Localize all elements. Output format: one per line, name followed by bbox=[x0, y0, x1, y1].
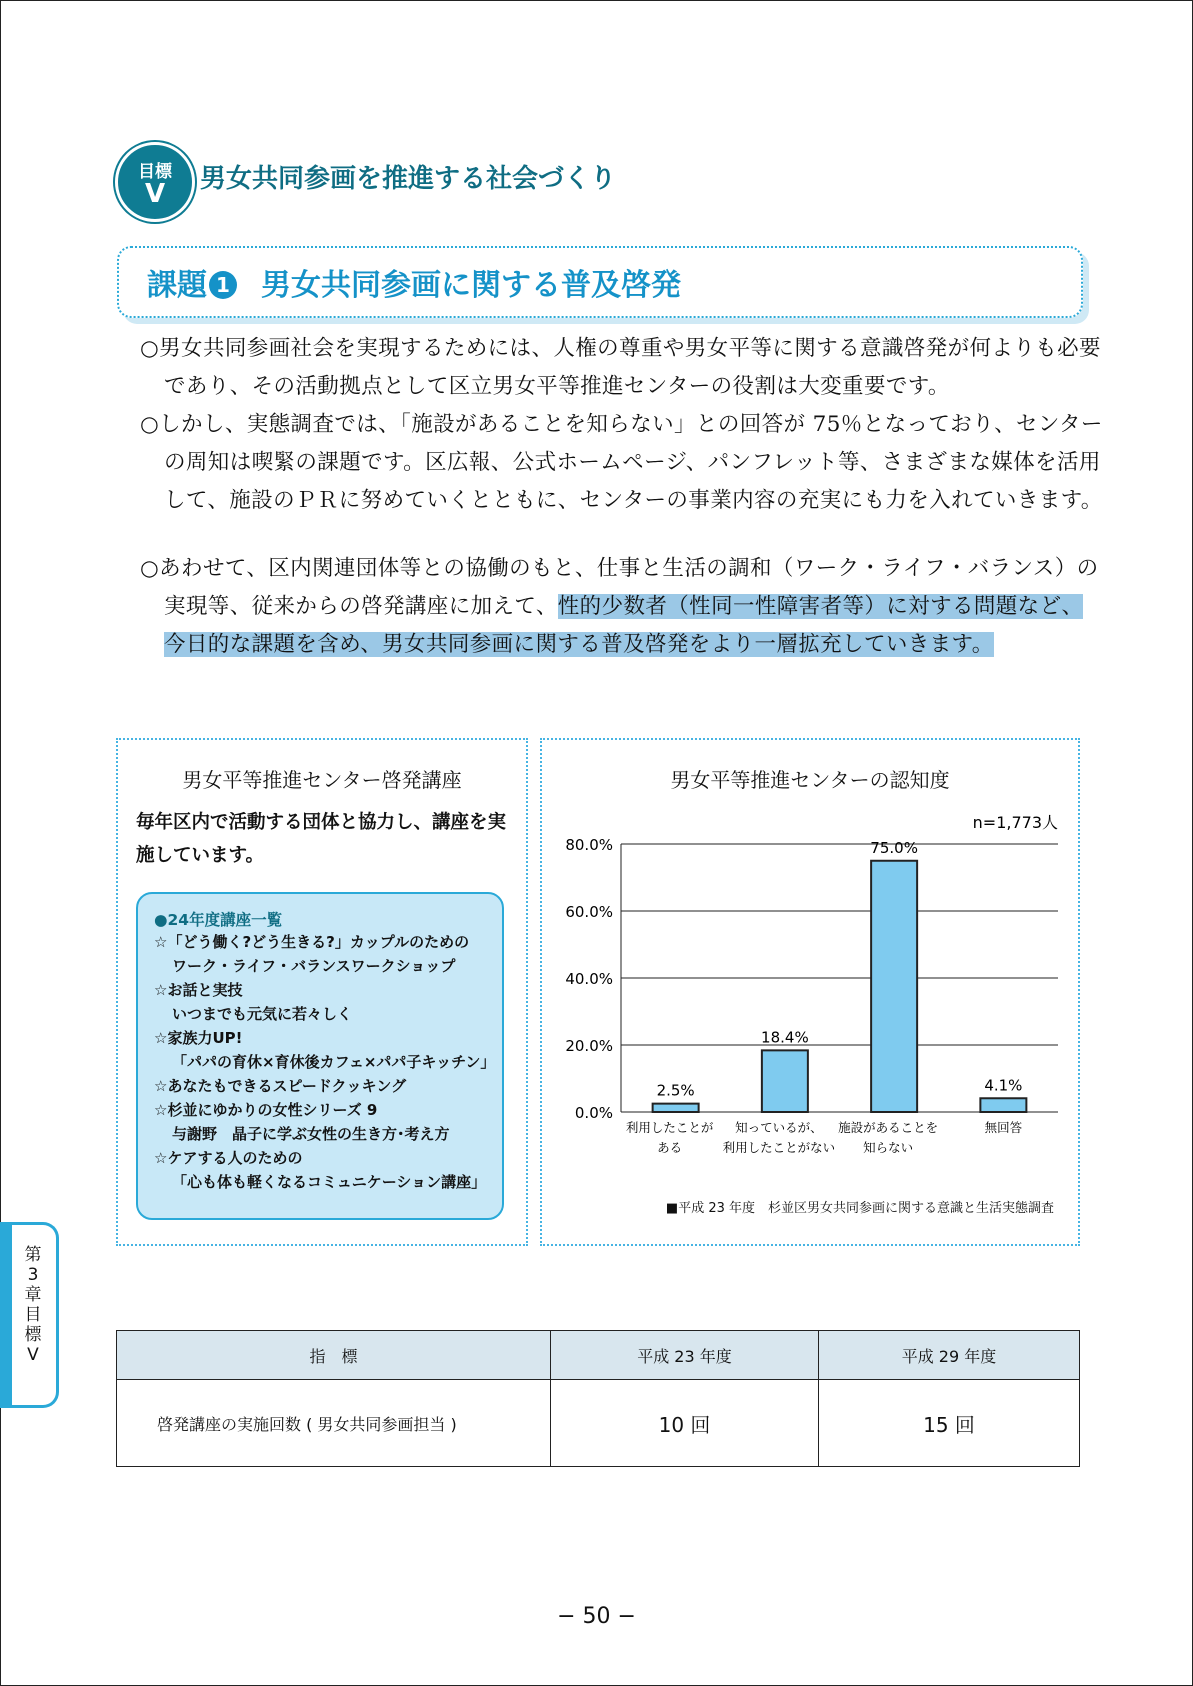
awareness-bar-chart bbox=[542, 740, 1078, 1244]
header-h29: 平成 29 年度 bbox=[819, 1331, 1080, 1380]
y-tick-label: 80.0% bbox=[565, 836, 613, 854]
cell-h29: 15 回 bbox=[819, 1380, 1080, 1467]
goal-badge-label: 目標 bbox=[138, 162, 172, 182]
list-item: ☆あなたもできるスピードクッキング bbox=[154, 1077, 407, 1095]
cell-h23: 10 回 bbox=[551, 1380, 819, 1467]
x-tick-label: 利用したことがない bbox=[722, 1140, 836, 1155]
lecture-list-panel bbox=[136, 892, 504, 1220]
header-h23: 平成 23 年度 bbox=[551, 1331, 819, 1380]
paragraph-3-text: ○あわせて、区内関連団体等との協働のもと、仕事と生活の調和（ワーク・ライフ・バランス）の実現等、従来からの啓発講座に加えて、 bbox=[140, 556, 1099, 619]
list-item: ☆家族力UP! bbox=[154, 1029, 243, 1047]
paragraph-3-highlight: 性的少数者（性同一性障害者等）に対する問題など、今日的な課題を含め、男女共同参画に関する普及啓発をより一層拡充していきます。 bbox=[164, 594, 1084, 657]
list-item-sub: 与謝野 晶子に学ぶ女性の生き方･考え方 bbox=[172, 1125, 450, 1143]
goal-badge-number: V bbox=[144, 179, 166, 209]
data-label: 2.5% bbox=[656, 1081, 695, 1100]
lecture-box bbox=[116, 738, 528, 1246]
lecture-list bbox=[154, 930, 496, 1194]
cell-indicator: 啓発講座の実施回数 ( 男女共同参画担当 ) bbox=[117, 1380, 551, 1467]
y-tick-label: 0.0% bbox=[574, 1104, 613, 1122]
goal-title: 男女共同参画を推進する社会づくり bbox=[200, 164, 617, 194]
data-label: 75.0% bbox=[870, 838, 918, 857]
indicator-table bbox=[116, 1330, 1080, 1467]
table-header-row bbox=[117, 1331, 1080, 1380]
lecture-box-heading: 男女平等推進センター啓発講座 bbox=[182, 768, 462, 792]
list-item-sub: ワーク・ライフ・バランスワークショップ bbox=[172, 957, 456, 975]
goal-badge bbox=[115, 142, 195, 222]
bar bbox=[653, 1104, 699, 1112]
list-item-sub: いつまでも元気に若々しく bbox=[172, 1005, 353, 1023]
issue-title: 男女共同参画に関する普及啓発 bbox=[261, 268, 681, 303]
paragraph-2: ○しかし、実態調査では、「施設があることを知らない」との回答が 75％となっており、センターの周知は喫緊の課題です。区広報、公式ホームページ、パンフレット等、さまざまな媒体を活用して、施設のＰＲに努めていくとともに、センターの事業内容の充実にも力を入れていきます。 bbox=[140, 412, 1103, 513]
table-row bbox=[117, 1380, 1080, 1467]
bar bbox=[980, 1098, 1026, 1112]
x-tick-label: 利用したことが bbox=[625, 1120, 714, 1135]
x-tick-label: 知っているが、 bbox=[735, 1120, 823, 1135]
list-item: ☆お話と実技 bbox=[154, 981, 243, 999]
issue-title-row bbox=[147, 260, 681, 304]
side-tab-label: 第3章 目標V bbox=[24, 1245, 59, 1365]
issue-label: 課題 bbox=[147, 268, 207, 303]
x-tick-label: 無回答 bbox=[984, 1120, 1023, 1135]
lecture-description: 毎年区内で活動する団体と協力し、講座を実施しています。 bbox=[136, 812, 507, 866]
data-label: 4.1% bbox=[984, 1076, 1023, 1095]
issue-number-badge: 1 bbox=[209, 271, 237, 299]
bar bbox=[762, 1050, 808, 1112]
chart-heading: 男女平等推進センターの認知度 bbox=[670, 768, 950, 792]
data-label: 18.4% bbox=[761, 1028, 809, 1047]
chapter-side-tab bbox=[0, 1222, 59, 1408]
paragraph-3 bbox=[140, 550, 1104, 664]
list-item-sub: 「パパの育休×育休後カフェ×パパ子キッチン」 bbox=[172, 1053, 496, 1071]
awareness-chart-box bbox=[540, 738, 1080, 1246]
list-item: ☆ケアする人のための bbox=[154, 1149, 303, 1167]
chart-source-note: ■平成 23 年度 杉並区男女共同参画に関する意識と生活実態調査 bbox=[665, 1201, 1054, 1216]
list-item: ☆杉並にゆかりの女性シリーズ 9 bbox=[154, 1101, 378, 1119]
page-number: − 50 − bbox=[557, 1604, 636, 1629]
x-tick-label: ある bbox=[657, 1140, 683, 1155]
x-tick-label: 知らない bbox=[863, 1140, 914, 1155]
y-tick-label: 40.0% bbox=[565, 970, 613, 988]
sample-size-note: n=1,773人 bbox=[972, 813, 1058, 832]
y-tick-label: 20.0% bbox=[565, 1037, 613, 1055]
x-tick-label: 施設があることを bbox=[838, 1120, 939, 1135]
issue-box bbox=[117, 246, 1083, 318]
lecture-list-heading: ●24年度講座一覧 bbox=[154, 911, 283, 929]
list-item-sub: 「心も体も軽くなるコミュニケーション講座」 bbox=[172, 1173, 487, 1191]
list-item: ☆「どう働く?どう生きる?」カップルのための bbox=[154, 933, 470, 951]
header-indicator: 指 標 bbox=[117, 1331, 551, 1380]
paragraph-1: ○男女共同参画社会を実現するためには、人権の尊重や男女平等に関する意識啓発が何よりも必要であり、その活動拠点として区立男女平等推進センターの役割は大変重要です。 bbox=[140, 336, 1101, 399]
y-tick-label: 60.0% bbox=[565, 903, 613, 921]
bar bbox=[871, 861, 917, 1112]
side-tab-stripe bbox=[0, 1225, 12, 1405]
